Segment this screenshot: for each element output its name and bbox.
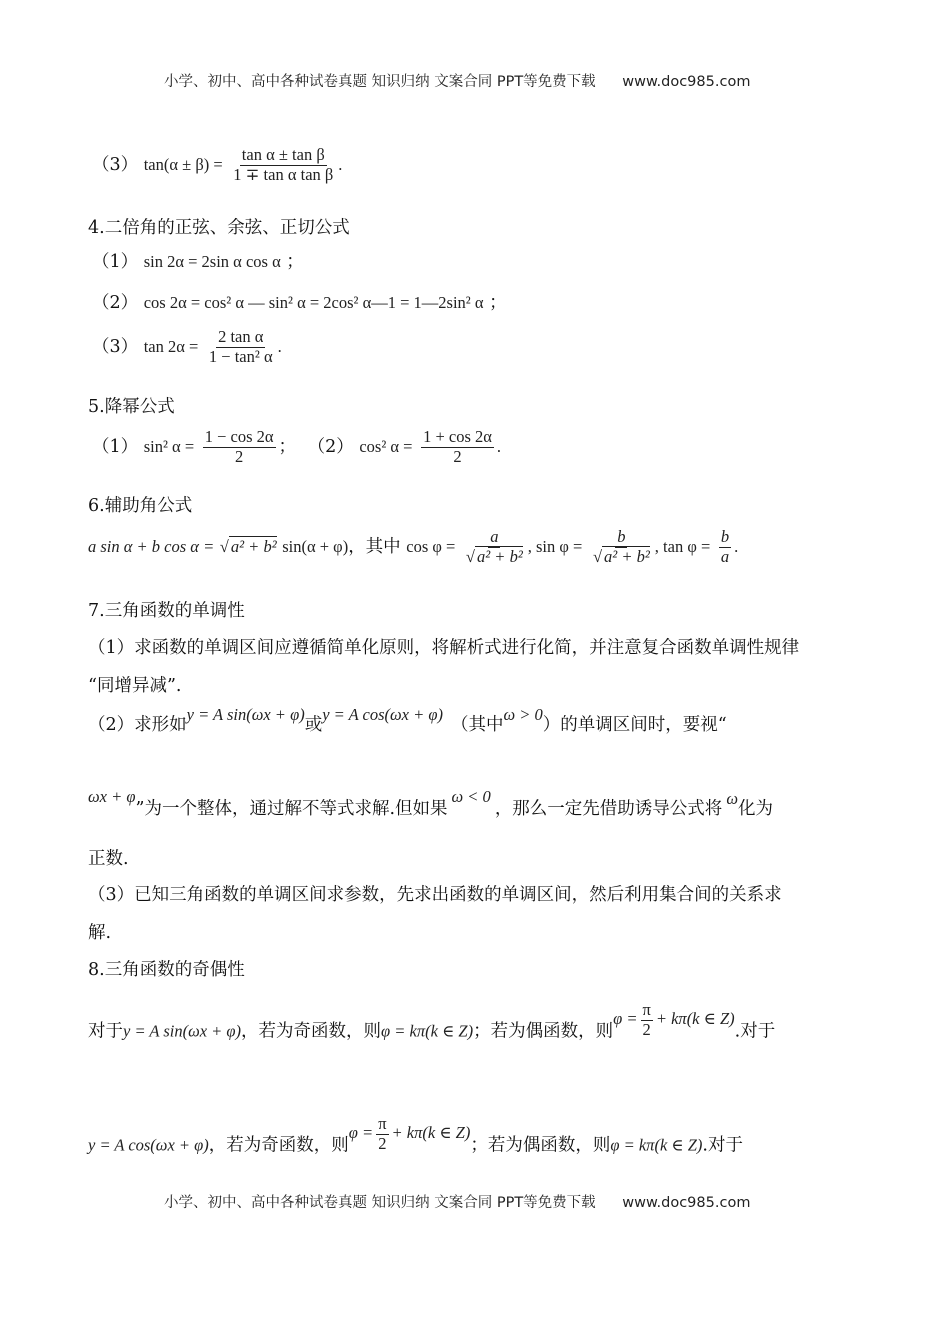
fraction-numerator: 2 tan α [218,327,264,346]
formula-lhs: cos² α = [359,436,413,456]
inline-formula: ωx + φ [88,787,136,806]
paragraph-line [88,1000,776,1052]
inline-formula: φ = kπ(k ∈ Z) [381,1021,474,1041]
formula-lhs: tan(α ± β) = [143,154,223,174]
fraction-denominator: 2 [378,1133,387,1153]
text-run: .对于 [734,1021,776,1042]
inline-formula: ω > 0 [503,705,543,724]
tan-phi-lhs: , tan φ = [654,536,711,556]
item-label: （3） [92,154,139,175]
paragraph-line [88,1114,743,1166]
formula-lhs: a sin α + b cos α = [88,536,215,556]
fraction-denominator: 1 ∓ tan α tan β [233,164,334,184]
fraction [591,528,652,567]
formula-lhs: φ = [348,1123,374,1143]
section-title-monotonicity: 7.三角函数的单调性 [88,601,245,621]
inline-formula: φ = kπ(k ∈ Z) [610,1135,703,1155]
formula-rhs: + kπ(k ∈ Z) [655,1009,735,1029]
header-text: 小学、初中、高中各种试卷真题 知识归纳 文案合同 PPT等免费下载 [164,74,596,90]
fraction [719,528,731,567]
fraction-denominator: 2 [453,446,462,466]
fraction-denominator: √ a² + b² [592,546,650,566]
formula-rhs: sin(α + φ) [282,536,349,556]
text-run: （2）求形如 [88,715,187,735]
item-label: （1） [92,436,139,457]
paragraph-line: （1）求函数的单调区间应遵循简单化原则，将解析式进行化简，并注意复合函数单调性规律 [88,638,800,658]
item-label: （2） [307,436,354,457]
section-title-power-reduction: 5.降幂公式 [88,397,175,417]
text-run: .对于 [702,1135,743,1156]
fraction [231,146,335,185]
fraction [464,528,525,567]
fraction-denominator: 2 [642,1019,651,1039]
sqrt: √ a² + b² [219,536,277,556]
inline-formula: ω < 0 [451,787,491,806]
formula-lhs: φ = [613,1009,638,1029]
item-label: （2） [92,293,139,313]
sqrt-radicand: a² + b² [476,546,523,566]
fraction-numerator: 1 − cos 2α [204,427,274,446]
inline-formula [348,1114,471,1153]
fraction [376,1115,388,1154]
inline-formula: ω [726,789,738,808]
text-run: （其中 [450,715,504,735]
text-run: ；若为偶函数，则 [473,1021,614,1042]
fraction-numerator: 1 + cos 2α [423,427,492,446]
inline-formula [613,1000,735,1039]
formula-end: ； [286,252,304,272]
inline-formula: y = A cos(ωx + φ) [322,705,443,724]
text-run: 化为 [737,799,773,819]
fraction [203,428,276,467]
formula-end: . [277,336,282,356]
sqrt-radicand: a² + b² [604,546,650,566]
formula-power-reduction [92,428,501,467]
inline-formula: y = A cos(ωx + φ) [88,1135,209,1155]
fraction [421,428,494,467]
formula-sin-double [92,248,304,273]
text-run: ；若为偶函数，则 [470,1135,611,1156]
fraction-numerator: tan α ± tan β [241,145,325,164]
footer-text: 小学、初中、高中各种试卷真题 知识归纳 文案合同 PPT等免费下载 [164,1195,596,1211]
paragraph-line: （3）已知三角函数的单调区间求参数，先求出函数的单调区间，然后利用集合间的关系求 [88,885,782,905]
section-title-parity: 8.三角函数的奇偶性 [88,960,245,980]
text-run: 或 [304,715,323,735]
formula-expr: sin 2α = 2sin α cos α [143,252,281,271]
formula-end: . [338,154,343,174]
formula-auxiliary [88,528,738,567]
cos-phi-lhs: cos φ = [406,536,456,556]
formula-expr: cos 2α = cos² α — sin² α = 2cos² α—1 = 1—2sin² α [143,293,484,312]
paragraph-line: 解. [88,923,112,943]
paragraph-line: “同增异减”. [88,676,182,696]
formula-end: . [496,436,502,456]
fraction-numerator: π [642,1000,651,1019]
where-text: ，其中 [348,536,401,557]
fraction [641,1001,653,1040]
fraction-numerator: a [490,527,499,546]
fraction-denominator: √ a² + b² [465,546,523,566]
text-run: ”为一个整体，通过解不等式求解.但如果 [135,799,448,819]
fraction [207,328,275,367]
page-header [164,70,750,91]
section-title-double-angle: 4.二倍角的正弦、余弦、正切公式 [88,218,350,238]
formula-cos-double [92,289,507,314]
item-label: （3） [92,336,139,357]
fraction-numerator: b [720,527,730,546]
sin-phi-lhs: , sin φ = [527,536,583,556]
formula-end: . [734,536,739,556]
text-run: ，若为奇函数，则 [241,1021,382,1042]
header-url[interactable]: www.doc985.com [622,74,751,90]
inline-formula: y = A sin(ωx + φ) [123,1021,242,1041]
text-run: 对于 [88,1021,123,1042]
paragraph-line [88,787,773,820]
fraction-denominator: 1 − tan² α [208,346,273,366]
fraction-numerator: π [378,1114,387,1133]
formula-lhs: tan 2α = [143,336,199,356]
formula-lhs: sin² α = [143,436,195,456]
formula-rhs: + kπ(k ∈ Z) [391,1123,471,1143]
paragraph-line [88,705,727,736]
page-footer [164,1191,750,1212]
item-label: （1） [92,252,139,272]
fraction-numerator: b [617,527,626,546]
footer-url[interactable]: www.doc985.com [622,1195,751,1211]
formula-tan-sum [92,146,342,185]
section-title-auxiliary: 6.辅助角公式 [88,496,193,516]
formula-end: ； [489,293,507,313]
text-run: ）的单调区间时，要视“ [542,715,727,735]
text-run: ，若为奇函数，则 [208,1135,349,1156]
fraction-denominator: a [720,546,730,566]
sqrt-radicand: a² + b² [230,536,277,556]
formula-tan-double [92,328,282,367]
inline-formula: y = A sin(ωx + φ) [186,705,305,724]
text-run: ，那么一定先借助诱导公式将 [494,799,723,819]
formula-end: ； [278,436,297,457]
fraction-denominator: 2 [234,446,244,466]
paragraph-line: 正数. [88,849,129,869]
